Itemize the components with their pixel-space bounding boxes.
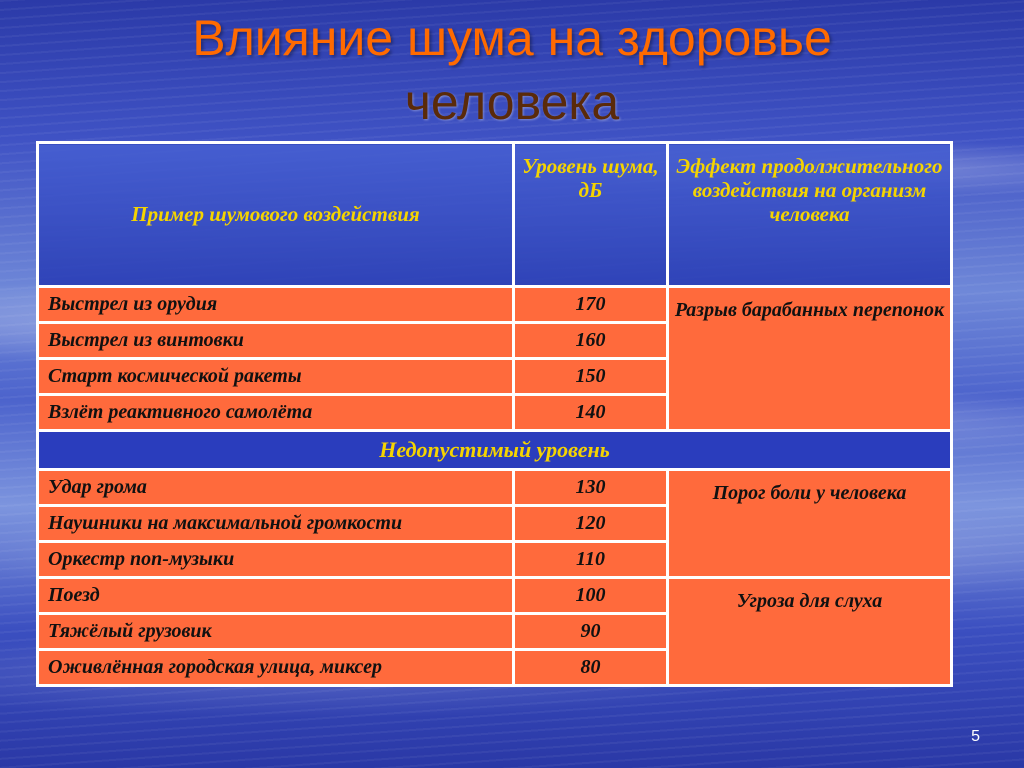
row-level: 130 [514,470,668,506]
unacceptable-level-label: Недопустимый уровень [38,431,952,470]
header-effect: Эффект продолжительного воздействия на организм человека [668,143,952,287]
effect-hearing-threat: Угроза для слуха [668,578,952,686]
row-example: Взлёт реактивного самолёта [38,395,514,431]
slide-number: 5 [971,728,980,745]
noise-table [36,141,953,687]
row-level: 150 [514,359,668,395]
row-example: Выстрел из орудия [38,287,514,323]
slide-title-line1: Влияние шума на здоровье [192,10,832,66]
header-example: Пример шумового воздействия [38,143,514,287]
table-header-row [38,143,952,287]
slide-title-line2: человека [404,74,620,130]
row-example: Оживлённая городская улица, миксер [38,650,514,686]
row-level: 110 [514,542,668,578]
separator-row [38,431,952,470]
table-row [38,578,952,614]
row-level: 140 [514,395,668,431]
row-example: Тяжёлый грузовик [38,614,514,650]
table-row [38,470,952,506]
row-level: 160 [514,323,668,359]
row-example: Оркестр поп-музыки [38,542,514,578]
header-level: Уровень шума, дБ [514,143,668,287]
table-row [38,287,952,323]
slide-title [0,6,1024,134]
row-level: 170 [514,287,668,323]
effect-eardrum-rupture: Разрыв барабанных перепонок [668,287,952,431]
row-level: 90 [514,614,668,650]
row-level: 120 [514,506,668,542]
row-example: Наушники на максимальной громкости [38,506,514,542]
row-example: Выстрел из винтовки [38,323,514,359]
row-example: Поезд [38,578,514,614]
row-example: Удар грома [38,470,514,506]
row-example: Старт космической ракеты [38,359,514,395]
row-level: 100 [514,578,668,614]
row-level: 80 [514,650,668,686]
effect-pain-threshold: Порог боли у человека [668,470,952,578]
